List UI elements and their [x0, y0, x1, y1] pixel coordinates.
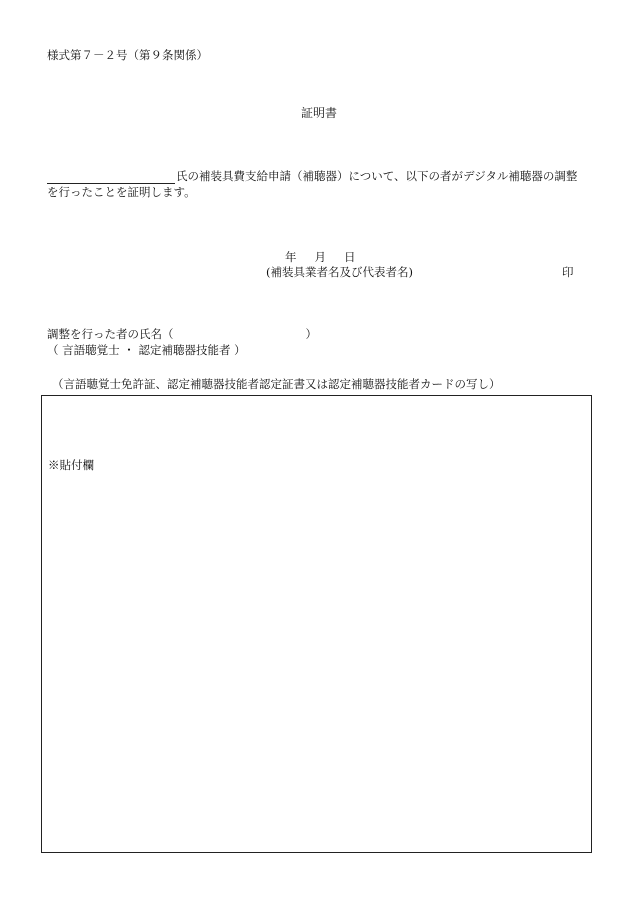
seal-mark: 印: [562, 265, 574, 279]
form-number: 様式第７－２号（第９条関係）: [47, 48, 208, 62]
applicant-name-blank[interactable]: [47, 170, 175, 184]
adjuster-name-label: 調整を行った者の氏名（: [47, 327, 174, 341]
certification-statement-line2: を行ったことを証明します。: [47, 185, 196, 199]
certification-statement-text: 氏の補装具費支給申請（補聴器）について、以下の者がデジタル補聴器の調整: [176, 169, 578, 183]
attachment-box-label: ※貼付欄: [48, 458, 94, 472]
adjuster-name-close: ）: [305, 327, 317, 341]
day-label: 日: [344, 250, 356, 264]
year-label: 年: [285, 250, 297, 264]
adjuster-name-line: [47, 326, 317, 342]
date-line: [285, 249, 356, 265]
document-title: 証明書: [301, 106, 338, 120]
vendor-name-label: (補装具業者名及び代表者名): [266, 265, 413, 279]
attachment-box[interactable]: [41, 395, 592, 853]
certification-statement-line1: [47, 168, 577, 184]
qualification-options: （ 言語聴覚士 ・ 認定補聴器技能者 ）: [47, 343, 246, 357]
attachment-caption: （言語聴覚士免許証、認定補聴器技能者認定証書又は認定補聴器技能者カードの写し）: [52, 377, 501, 391]
month-label: 月: [314, 250, 326, 264]
